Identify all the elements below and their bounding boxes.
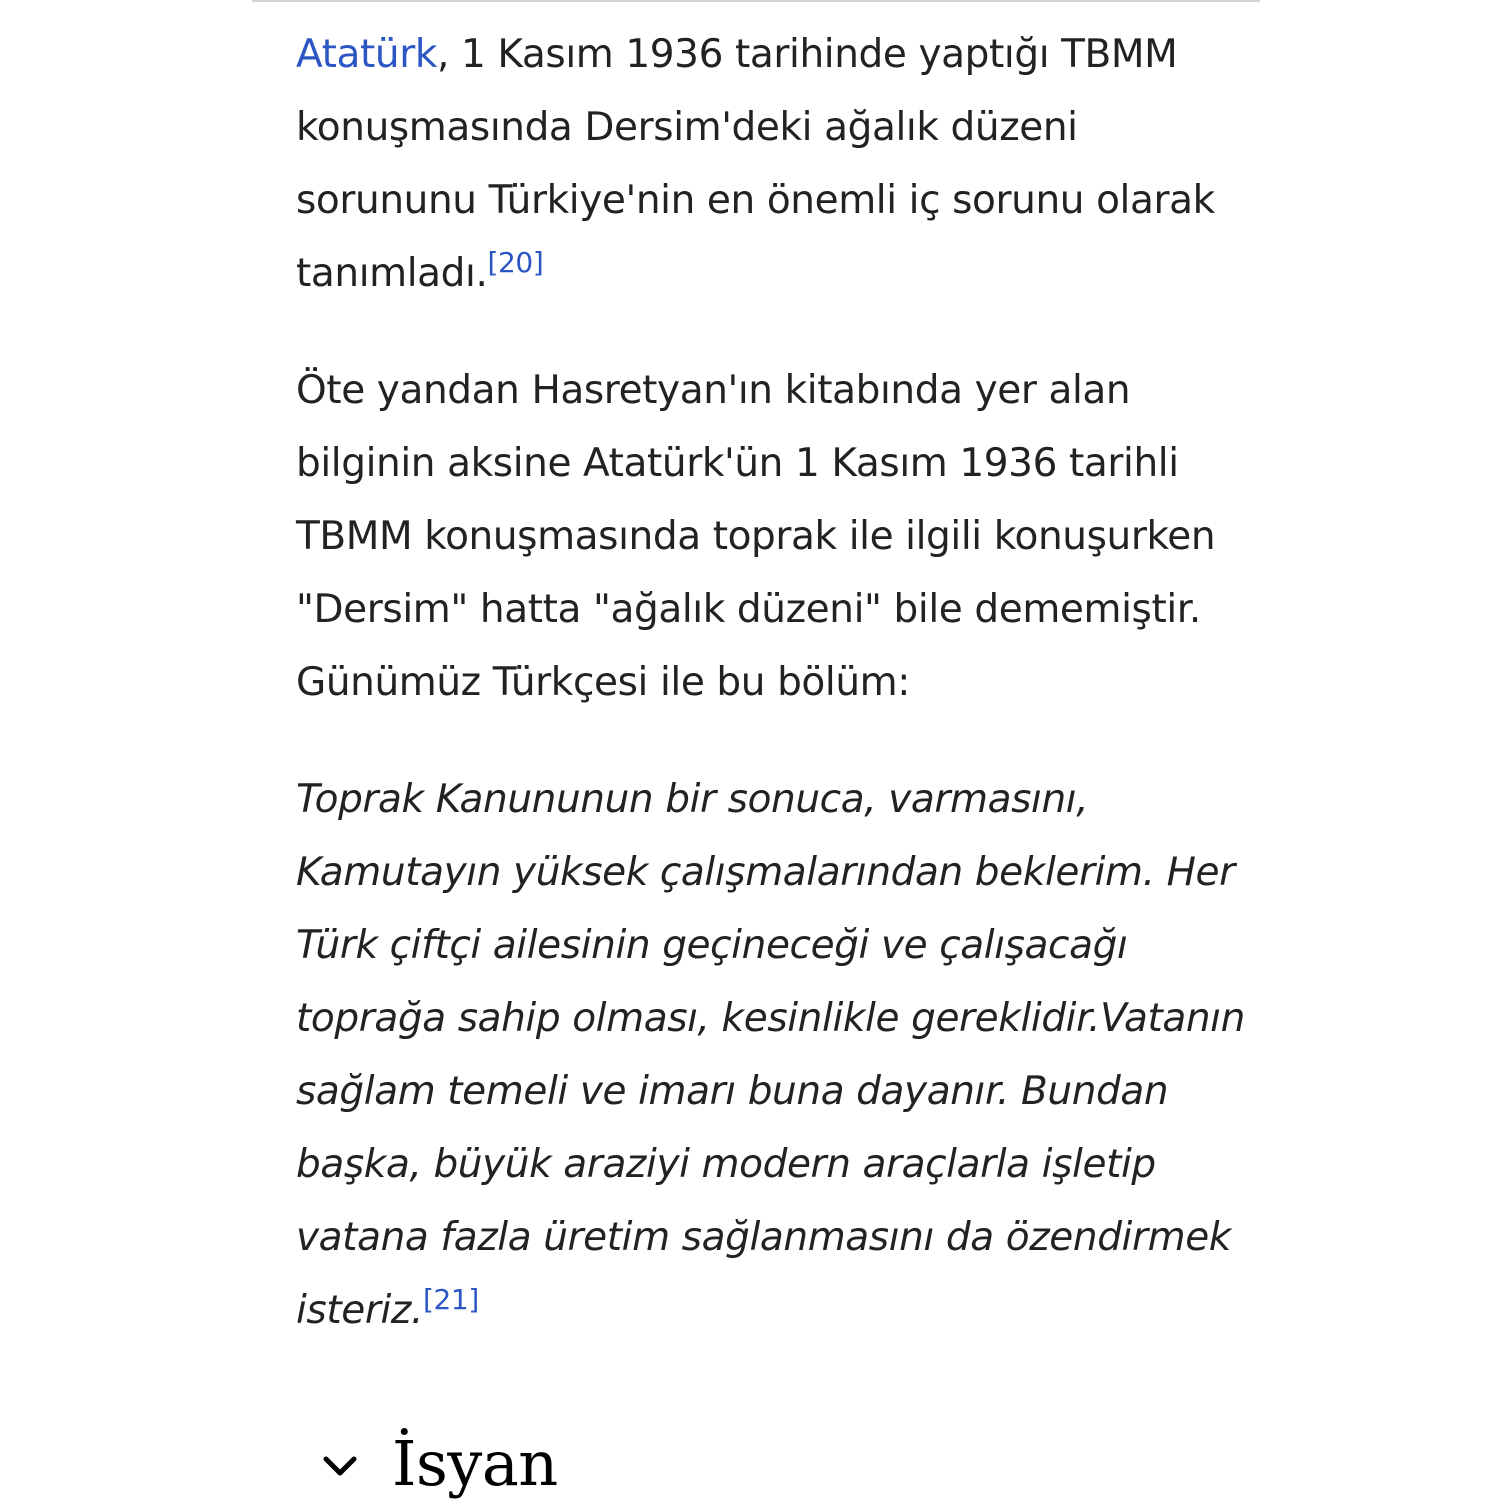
section-heading-isyan[interactable] <box>320 1418 558 1508</box>
quote-block <box>296 763 1256 1347</box>
ataturk-link[interactable]: Atatürk <box>296 32 438 77</box>
quote-text: Toprak Kanununun bir sonuca, varmasını, Kamutayın yüksek çalışmalarından beklerim. Her Türk çiftçi ailesinin geçineceği ve çalışacağı toprağa sahip olması, kesinlikle gereklidir.Vatanın sağlam temeli ve imarı buna dayanır. Bundan başka, büyük araziyi modern araçlarla işletip vatana fazla üretim sağlanmasını da özendirmek isteriz. <box>296 777 1245 1333</box>
paragraph-text: Öte yandan Hasretyan'ın kitabında yer alan bilginin aksine Atatürk'ün 1 Kasım 1936 tarihli TBMM konuşmasında toprak ile ilgili konuşurken "Dersim" hatta "ağalık düzeni" bile dememiştir. Günümüz Türkçesi ile bu bölüm: <box>296 368 1216 705</box>
paragraph-hasretyan <box>296 354 1256 719</box>
paragraph-ataturk-speech <box>296 18 1256 310</box>
reference-21-link[interactable]: [21] <box>422 1283 479 1316</box>
section-divider <box>252 0 1260 2</box>
paragraph-text: , 1 Kasım 1936 tarihinde yaptığı TBMM konuşmasında Dersim'deki ağalık düzeni sorununu Türkiye'nin en önemli iç sorunu olarak tanımladı. <box>296 32 1215 296</box>
reference-20-link[interactable]: [20] <box>487 246 544 279</box>
article-body <box>296 18 1256 1347</box>
section-title: İsyan <box>392 1426 558 1500</box>
chevron-down-icon[interactable] <box>320 1447 360 1487</box>
